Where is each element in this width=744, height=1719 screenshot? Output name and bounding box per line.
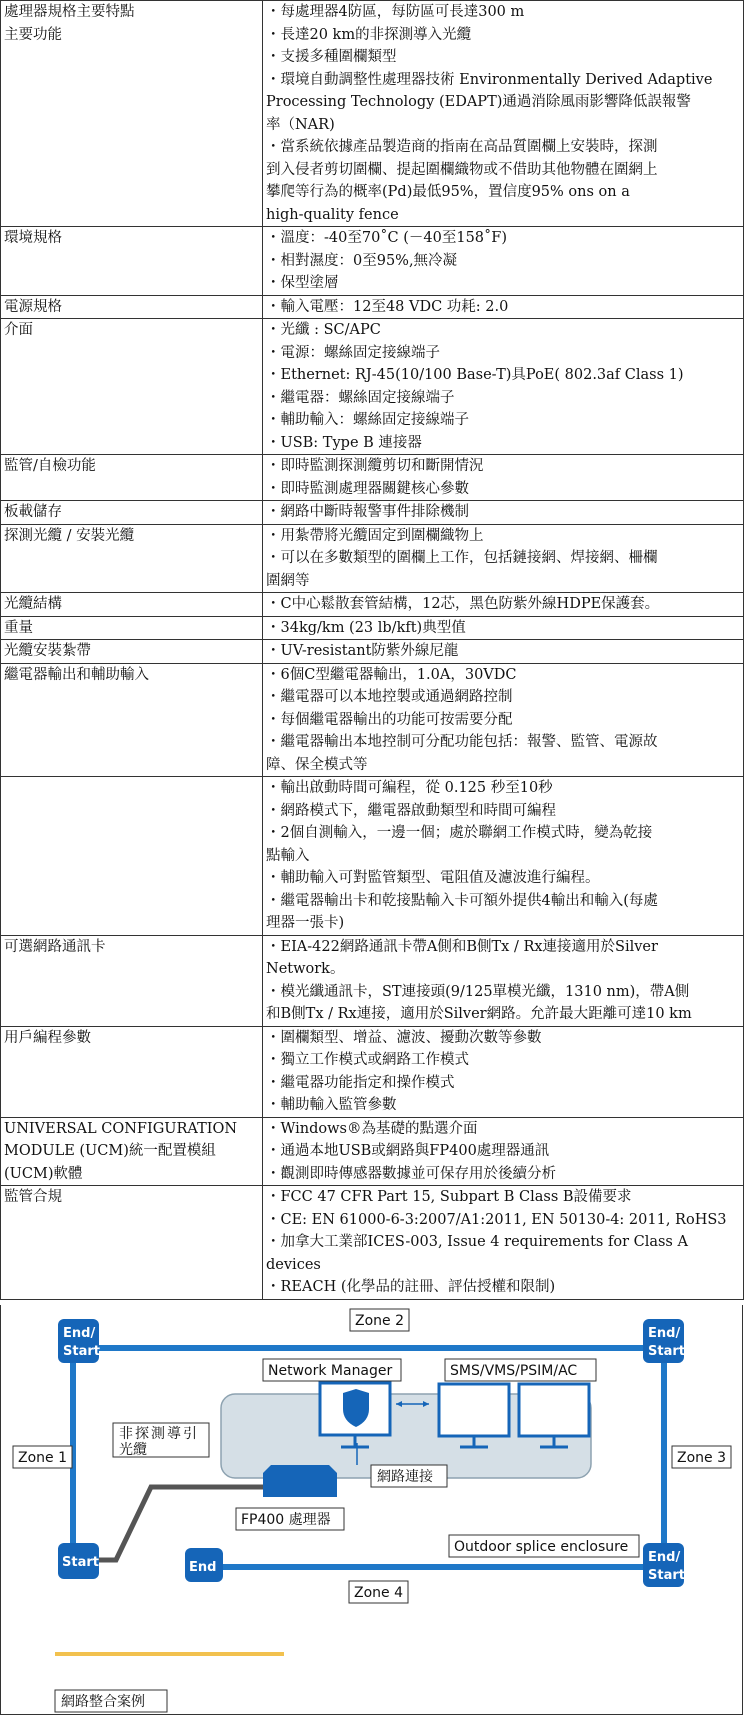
spec-value-cell bbox=[263, 1117, 744, 1186]
spec-value-line: ・Ethernet: RJ-45(10/100 Base-T)具PoE( 802.3af Class 1) bbox=[266, 367, 684, 383]
spec-value-line: ・6個C型繼電器輸出，1.0A，30VDC bbox=[266, 666, 517, 683]
spec-row bbox=[1, 1, 744, 227]
end-start-node-top-right bbox=[643, 1319, 685, 1363]
spec-value-line: ・溫度：-40至70˚C (－40至158˚F) bbox=[266, 230, 508, 246]
spec-row bbox=[1, 593, 744, 617]
spec-value-cell bbox=[263, 1, 744, 227]
start-node-bottom-left bbox=[58, 1543, 99, 1579]
spec-label: UNIVERSAL CONFIGURATION bbox=[4, 1120, 238, 1137]
fp400-processor-icon bbox=[263, 1465, 337, 1497]
spec-value-cell bbox=[263, 524, 744, 593]
spec-value-cell bbox=[263, 777, 744, 936]
zone-4-label bbox=[349, 1581, 408, 1603]
lead-in-cable-line bbox=[73, 1487, 263, 1560]
end-start-node-bottom-right bbox=[643, 1543, 685, 1587]
spec-row bbox=[1, 455, 744, 501]
svg-text:Start: Start bbox=[63, 1344, 100, 1359]
spec-value-line: ・即時監測處理器關鍵核心參數 bbox=[266, 480, 469, 497]
svg-text:非探測導引: 非探測導引 bbox=[119, 1426, 199, 1442]
spec-value-line: ・電源：螺絲固定接線端子 bbox=[266, 344, 440, 361]
svg-text:網路整合案例: 網路整合案例 bbox=[61, 1694, 145, 1710]
svg-text:End/: End/ bbox=[63, 1326, 96, 1341]
spec-value-line: ・輔助輸入監管參數 bbox=[266, 1097, 397, 1113]
network-diagram bbox=[0, 1305, 743, 1715]
spec-value-line: ・即時監測探測纜剪切和斷開情況 bbox=[266, 458, 484, 474]
spec-value-cell bbox=[263, 663, 744, 777]
spec-label: 介面 bbox=[4, 322, 33, 338]
spec-value-line: 到入侵者剪切圍欄、提起圍欄織物或不借助其他物體在圍網上 bbox=[266, 161, 658, 178]
spec-value-line: ・CE: EN 61000-6-3:2007/A1:2011, EN 50130-4: 2011, RoHS3 bbox=[266, 1211, 727, 1228]
spec-row bbox=[1, 524, 744, 593]
spec-value-line: 攀爬等行為的概率(Pd)最低95%，置信度95% ons on a bbox=[266, 184, 630, 200]
lead-in-cable-label bbox=[113, 1423, 209, 1458]
svg-text:Zone 4: Zone 4 bbox=[354, 1585, 403, 1601]
spec-value-line: ・相對濕度：0至95%,無冷凝 bbox=[266, 252, 458, 269]
spec-value-line: ・Windows®為基礎的點選介面 bbox=[266, 1120, 478, 1137]
svg-text:SMS/VMS/PSIM/AC: SMS/VMS/PSIM/AC bbox=[450, 1363, 578, 1379]
end-start-node-top-left bbox=[58, 1319, 100, 1363]
spec-value-line: ・FCC 47 CFR Part 15, Subpart B Class B設備要求 bbox=[266, 1189, 632, 1205]
spec-label: 處理器規格主要特點 bbox=[4, 4, 135, 20]
splice-enclosure-label bbox=[449, 1535, 639, 1557]
spec-row bbox=[1, 935, 744, 1026]
spec-value-line: ・每處理器4防區，每防區可長達300 m bbox=[266, 4, 525, 20]
spec-label-cell bbox=[1, 227, 263, 296]
spec-label: 光纜安裝紮帶 bbox=[4, 643, 91, 659]
spec-label-cell bbox=[1, 1117, 263, 1186]
zone-1-label bbox=[13, 1446, 72, 1468]
svg-text:Network Manager: Network Manager bbox=[268, 1363, 393, 1379]
spec-value-line: ・繼電器輸出卡和乾接點輸入卡可額外提供4輸出和輸入(每處 bbox=[266, 892, 658, 909]
spec-row bbox=[1, 616, 744, 640]
spec-value-line: ・光纖 : SC/APC bbox=[266, 322, 381, 338]
spec-value-line: ・繼電器：螺絲固定接線端子 bbox=[266, 389, 455, 406]
spec-value-cell bbox=[263, 616, 744, 640]
svg-text:Zone 3: Zone 3 bbox=[677, 1450, 726, 1466]
spec-value-line: ・圍欄類型、增益、濾波、擾動次數等參數 bbox=[266, 1029, 542, 1046]
spec-value-line: 圍網等 bbox=[266, 572, 310, 589]
zone-2-label bbox=[350, 1309, 409, 1331]
spec-value-cell bbox=[263, 640, 744, 664]
spec-value-line: ・長達20 km的非探測導入光纜 bbox=[266, 26, 472, 43]
spec-value-line: ・C中心鬆散套管結構，12芯，黑色防紫外線HDPE保護套。 bbox=[266, 596, 660, 612]
svg-text:End: End bbox=[189, 1560, 217, 1575]
spec-row bbox=[1, 295, 744, 319]
spec-value-line: ・保型塗層 bbox=[266, 275, 339, 291]
spec-row bbox=[1, 227, 744, 296]
svg-text:Start: Start bbox=[62, 1555, 99, 1570]
spec-value-line: ・當系統依據產品製造商的指南在高品質圍欄上安裝時，探測 bbox=[266, 139, 658, 155]
spec-value-line: ・支援多種圍欄類型 bbox=[266, 49, 397, 65]
spec-label: 光纜結構 bbox=[4, 596, 62, 612]
spec-row bbox=[1, 663, 744, 777]
spec-value-cell bbox=[263, 501, 744, 525]
spec-value-cell bbox=[263, 593, 744, 617]
spec-label: 重量 bbox=[4, 619, 33, 636]
spec-label-cell bbox=[1, 663, 263, 777]
spec-value-line: ・獨立工作模式或網路工作模式 bbox=[266, 1052, 469, 1068]
spec-label: 繼電器輸出和輔助輸入 bbox=[4, 666, 149, 683]
svg-text:FP400 處理器: FP400 處理器 bbox=[241, 1512, 331, 1528]
spec-row bbox=[1, 1186, 744, 1300]
spec-value-line: ・UV-resistant防紫外線尼龍 bbox=[266, 643, 459, 659]
spec-value-line: ・網路中斷時報警事件排除機制 bbox=[266, 504, 469, 520]
spec-value-line: ・繼電器功能指定和操作模式 bbox=[266, 1074, 455, 1091]
spec-value-cell bbox=[263, 935, 744, 1026]
spec-row bbox=[1, 777, 744, 936]
spec-label-cell bbox=[1, 1186, 263, 1300]
spec-value-line: high-quality fence bbox=[266, 206, 399, 223]
spec-label-cell bbox=[1, 640, 263, 664]
spec-value-line: 障、保全模式等 bbox=[266, 756, 368, 773]
spec-row bbox=[1, 501, 744, 525]
spec-label: 探測光纜 / 安裝光纜 bbox=[4, 527, 135, 544]
spec-label-cell bbox=[1, 935, 263, 1026]
spec-label-cell bbox=[1, 319, 263, 455]
spec-value-line: ・可以在多數類型的圍欄上工作，包括鏈接網、焊接網、柵欄 bbox=[266, 550, 658, 566]
spec-label: (UCM)軟體 bbox=[4, 1165, 83, 1182]
spec-value-line: ・輸出啟動時間可編程，從 0.125 秒至10秒 bbox=[266, 780, 553, 796]
sms-label bbox=[445, 1359, 596, 1381]
spec-row bbox=[1, 1026, 744, 1117]
svg-text:Zone 2: Zone 2 bbox=[355, 1313, 404, 1329]
spec-value-cell bbox=[263, 1186, 744, 1300]
diagram-caption bbox=[55, 1690, 167, 1712]
spec-value-cell bbox=[263, 295, 744, 319]
spec-value-line: ・2個自測輸入，一邊一個；處於聯網工作模式時，變為乾接 bbox=[266, 825, 653, 841]
spec-value-line: ・每個繼電器輸出的功能可按需要分配 bbox=[266, 711, 513, 728]
spec-value-line: ・加拿大工業部ICES-003, Issue 4 requirements for Class A devices bbox=[266, 1234, 688, 1273]
spec-table-body bbox=[1, 1, 744, 1300]
spec-label: 電源規格 bbox=[4, 298, 62, 315]
spec-value-line: ・用紮帶將光纜固定到圍欄織物上 bbox=[266, 527, 484, 544]
spec-value-cell bbox=[263, 227, 744, 296]
spec-label: 可選網路通訊卡 bbox=[4, 938, 106, 955]
spec-label-cell bbox=[1, 593, 263, 617]
spec-label: 用戶編程參數 bbox=[4, 1029, 91, 1046]
spec-value-line: ・觀測即時傳感器數據並可保存用於後續分析 bbox=[266, 1165, 556, 1182]
zone-3-label bbox=[672, 1446, 731, 1468]
spec-label-cell bbox=[1, 524, 263, 593]
network-diagram-svg bbox=[1, 1305, 744, 1715]
spec-value-line: Network。 bbox=[266, 961, 345, 977]
spec-value-line: 率（NAR) bbox=[266, 116, 335, 133]
spec-value-line: 和B側Tx / Rx連接，適用於Silver網路。允許最大距離可達10 km bbox=[266, 1006, 692, 1022]
spec-label-cell bbox=[1, 1, 263, 227]
spec-value-line: ・模光纖通訊卡，ST連接頭(9/125單模光纖，1310 nm)，帶A側 bbox=[266, 983, 690, 1000]
network-manager-label bbox=[263, 1359, 401, 1381]
spec-label-cell bbox=[1, 501, 263, 525]
spec-value-line: ・輔助輸入：螺絲固定接線端子 bbox=[266, 412, 469, 428]
spec-value-cell bbox=[263, 1026, 744, 1117]
spec-value-line: ・繼電器可以本地控製或通過網路控制 bbox=[266, 689, 513, 705]
spec-row bbox=[1, 640, 744, 664]
svg-text:網路連接: 網路連接 bbox=[377, 1469, 433, 1485]
spec-row bbox=[1, 319, 744, 455]
spec-label: 板載儲存 bbox=[4, 504, 62, 520]
spec-value-line: ・繼電器輸出本地控制可分配功能包括：報警、監管、電源故 bbox=[266, 734, 658, 750]
svg-text:Zone 1: Zone 1 bbox=[18, 1450, 67, 1466]
spec-value-line: 點輸入 bbox=[266, 847, 310, 864]
spec-label-cell bbox=[1, 1026, 263, 1117]
spec-value-line: ・REACH (化學品的註冊、評估授權和限制) bbox=[266, 1279, 556, 1295]
spec-label-cell bbox=[1, 295, 263, 319]
spec-row bbox=[1, 1117, 744, 1186]
svg-text:光纜: 光纜 bbox=[119, 1442, 147, 1458]
spec-value-line: ・USB: Type B 連接器 bbox=[266, 434, 422, 451]
svg-text:End/: End/ bbox=[648, 1326, 681, 1341]
spec-value-line: ・通過本地USB或網路與FP400處理器通訊 bbox=[266, 1143, 550, 1159]
spec-value-cell bbox=[263, 319, 744, 455]
spec-label-cell bbox=[1, 777, 263, 936]
spec-value-line: ・網路模式下，繼電器啟動類型和時間可編程 bbox=[266, 802, 556, 819]
spec-label: 監管合規 bbox=[4, 1189, 62, 1205]
spec-label: MODULE (UCM)統一配置模組 bbox=[4, 1143, 216, 1159]
svg-text:Outdoor splice enclosure: Outdoor splice enclosure bbox=[454, 1539, 629, 1555]
spec-value-line: ・EIA-422網路通訊卡帶A側和B側Tx / Rx連接適用於Silver bbox=[266, 938, 658, 955]
spec-value-line: 理器一張卡) bbox=[266, 915, 345, 931]
spec-label-cell bbox=[1, 455, 263, 501]
svg-text:Start: Start bbox=[648, 1568, 685, 1583]
spec-value-line: ・輸入電壓：12至48 VDC 功耗: 2.0 bbox=[266, 298, 509, 315]
spec-label: 監管/自檢功能 bbox=[4, 458, 96, 474]
spec-label-cell bbox=[1, 616, 263, 640]
spec-value-line: Processing Technology (EDAPT)通過消除風雨影響降低誤報警 bbox=[266, 94, 691, 110]
spec-label: 環境規格 bbox=[4, 230, 62, 246]
svg-text:End/: End/ bbox=[648, 1550, 681, 1565]
spec-label: 主要功能 bbox=[4, 26, 62, 43]
spec-value-line: ・輔助輸入可對監管類型、電阻值及濾波進行編程。 bbox=[266, 870, 600, 886]
end-node-bottom bbox=[185, 1548, 223, 1582]
spec-value-line: ・環境自動調整性處理器技術 Environmentally Derived Adaptive bbox=[266, 71, 713, 88]
spec-value-cell bbox=[263, 455, 744, 501]
svg-text:Start: Start bbox=[648, 1344, 685, 1359]
processor-label bbox=[236, 1508, 344, 1530]
spec-value-line: ・34kg/km (23 lb/kft)典型值 bbox=[266, 619, 466, 636]
network-connection-label bbox=[371, 1465, 447, 1487]
